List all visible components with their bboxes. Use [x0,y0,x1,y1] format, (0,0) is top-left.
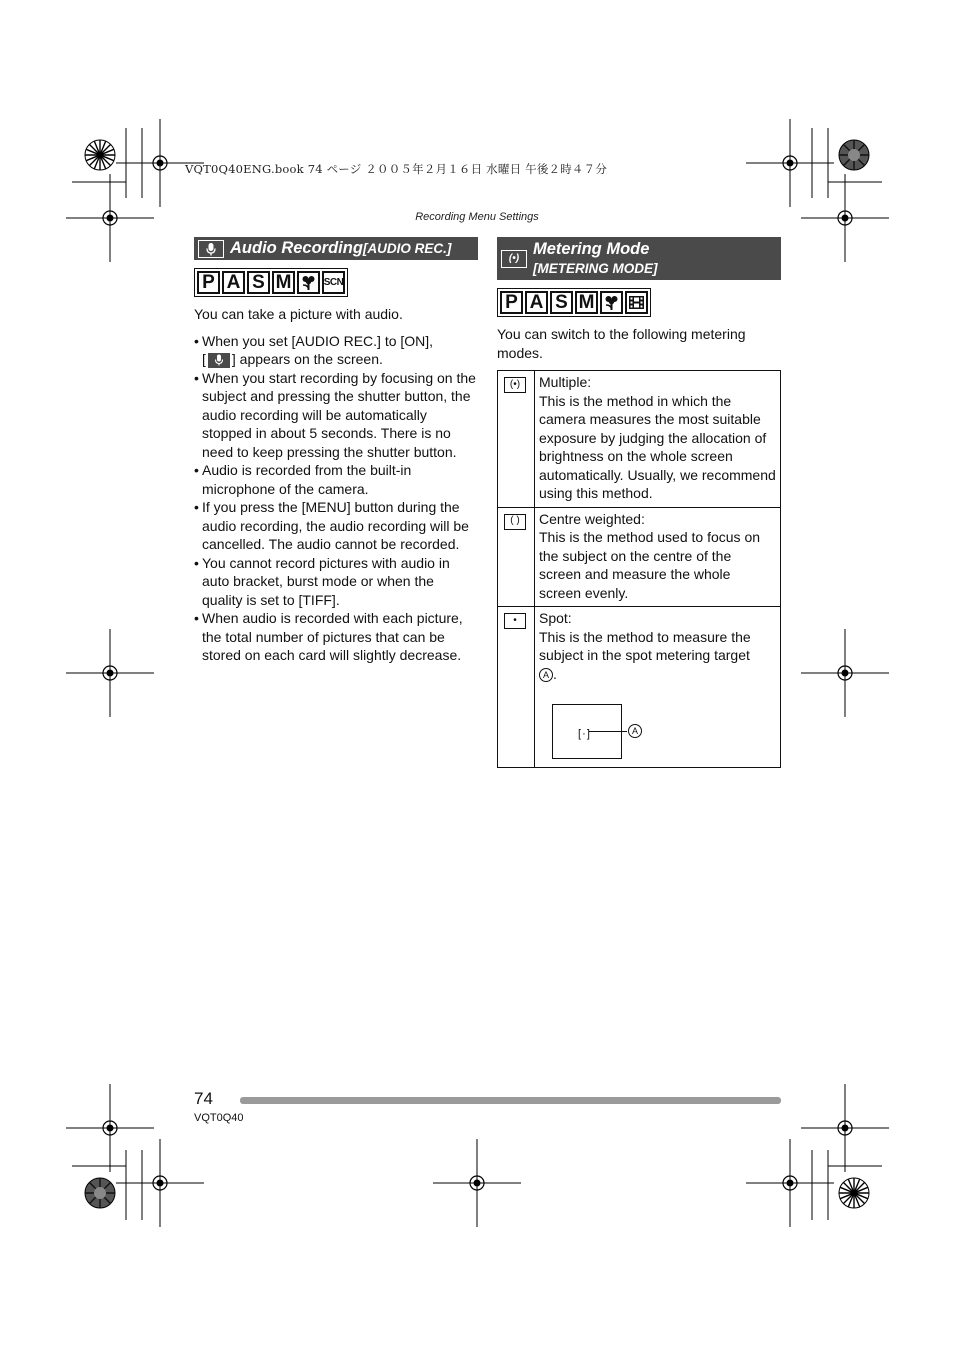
spot-target-diagram [552,704,638,759]
table-row [498,507,781,607]
metering-mode-menu-name: [METERING MODE] [533,260,658,276]
centre-weighted-metering-icon: ( ) [504,514,526,530]
metering-icon: (•) [501,250,527,268]
spot-target-callout: A [628,724,642,738]
multiple-description: This is the method in which the camera measures the most suitable exposure by judging the allocation of brightness on the whole screen automatically. Usually, we recommend using this method. [539,392,776,501]
metering-mode-section [497,237,781,768]
page-number: 74 [194,1089,213,1108]
audio-recording-title: Audio Recording [230,239,363,257]
mode-p-icon: P [197,271,220,294]
multiple-heading: Multiple: [539,374,592,390]
movie-film-icon [625,291,648,314]
audio-notes-list [194,332,478,665]
book-file-header: VQT0Q40ENG.book 74 ページ ２００５年２月１６日 水曜日 午後２時４７分 [185,162,608,176]
list-item: • When you start recording by focusing on the subject and pressing the shutter button, the audio recording will be automatically stopped in about 5 seconds. There is no need to keep pressing the shutter button. [194,369,478,462]
mode-p-icon: P [500,291,523,314]
footer-rule [240,1097,781,1104]
table-row: • Spot: This is the method to measure the subject in the spot metering target A . [ · ] A [498,607,781,768]
audio-recording-heading [194,237,478,260]
list-item [194,332,478,369]
mode-s-icon: S [550,291,573,314]
document-code: VQT0Q40 [194,1112,244,1124]
audio-recording-menu-name: [AUDIO REC.] [362,241,452,256]
mode-m-icon: M [575,291,598,314]
spot-target-icon: [ · ] [578,728,589,740]
list-item: • Audio is recorded from the built-in microphone of the camera. [194,461,478,498]
microphone-icon [198,240,224,258]
table-row [498,371,781,508]
spot-description: This is the method to measure the subject in the spot metering target [539,628,751,663]
mode-scn-icon: SCN [322,271,345,294]
centre-weighted-heading: Centre weighted: [539,510,645,527]
spot-metering-icon: • [504,613,526,629]
microphone-icon [208,353,230,368]
audio-available-modes [194,268,348,297]
mode-s-icon: S [247,271,270,294]
mode-a-icon: A [222,271,245,294]
spot-target-marker: A [539,668,553,682]
audio-note-1-bracket: [ [202,351,206,367]
audio-note-1-end: ] appears on the screen. [231,351,383,367]
mode-a-icon: A [525,291,548,314]
audio-note-1-start: When you set [AUDIO REC.] to [ON], [202,332,434,349]
metering-modes-table [497,370,781,768]
metering-available-modes [497,288,651,317]
list-item: • When audio is recorded with each picture, the total number of pictures that can be stored on each card will slightly decrease. [194,609,478,665]
metering-mode-heading [497,237,781,280]
macro-flower-icon [600,291,623,314]
metering-intro: You can switch to the following metering modes. [497,326,746,361]
running-header: Recording Menu Settings [415,211,539,223]
list-item: • If you press the [MENU] button during the audio recording, the audio recording will be cancelled. The audio cannot be recorded. [194,498,478,554]
list-item: • You cannot record pictures with audio in auto bracket, burst mode or when the quality is set to [TIFF]. [194,554,478,610]
audio-recording-section [194,237,478,665]
multiple-metering-icon: (•) [504,377,526,393]
centre-weighted-description: This is the method used to focus on the subject on the centre of the screen and measure the whole screen evenly. [539,529,761,601]
spot-heading: Spot: [539,610,572,626]
mode-m-icon: M [272,271,295,294]
callout-line [589,731,627,732]
metering-mode-title: Metering Mode [533,239,650,258]
macro-flower-icon [297,271,320,294]
audio-intro: You can take a picture with audio. [194,306,403,322]
